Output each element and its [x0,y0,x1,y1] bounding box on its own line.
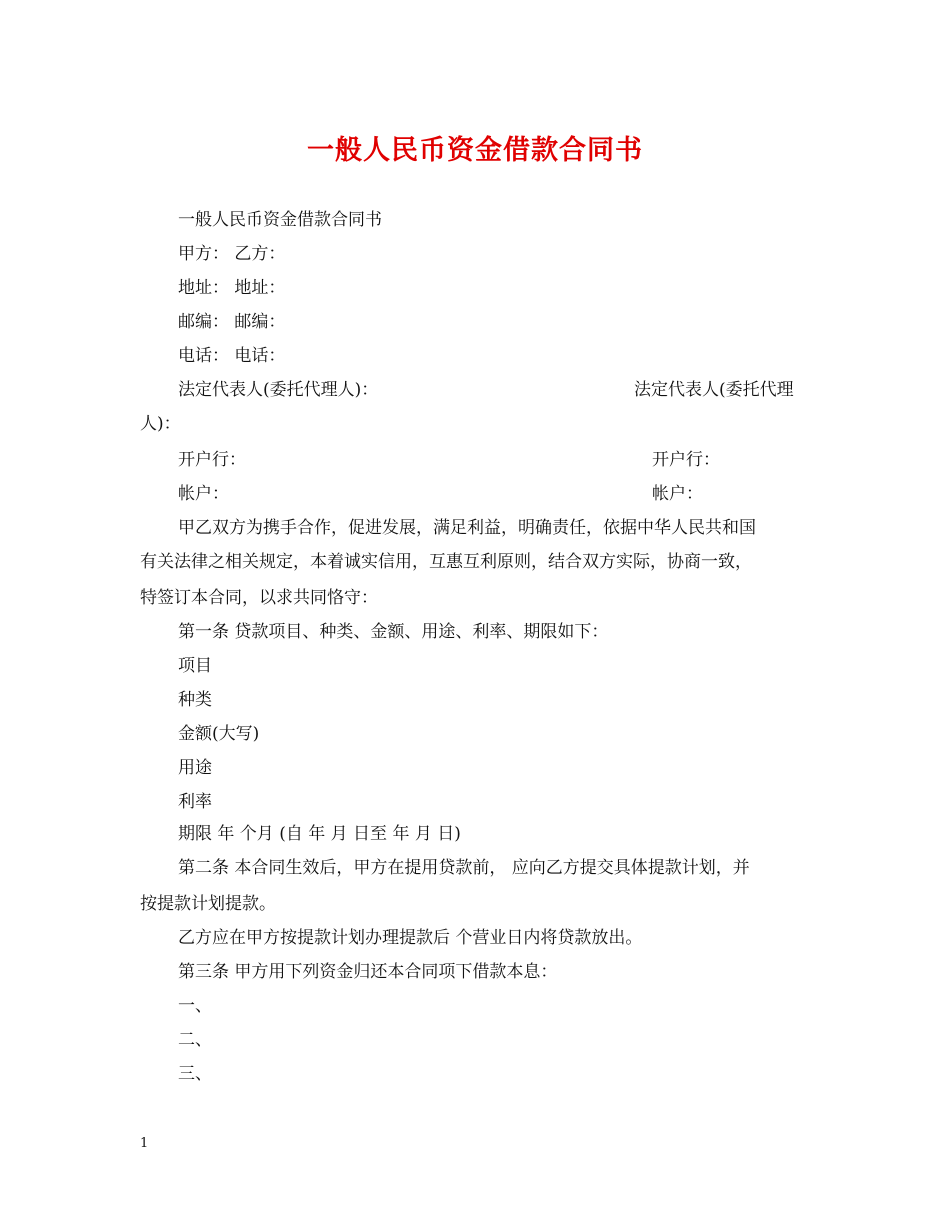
article-2-line-3: 乙方应在甲方按提款计划办理提款后 个营业日内将贷款放出。 [178,928,643,948]
bank-a: 开户行： [178,450,246,470]
legal-rep-a: 法定代表人(委托代理人)： [178,380,379,400]
article-2-line-2: 按提款计划提款。 [140,894,276,914]
party-address: 地址： 地址： [178,278,286,298]
account-a: 帐户： [178,484,229,504]
preamble-line-2: 有关法律之相关规定，本着诚实信用，互惠互利原则，结合双方实际，协商一致， [140,552,752,572]
legal-rep-b-cont: 人)： [140,414,181,434]
bank-b: 开户行： [652,450,720,470]
page-number: 1 [140,1136,149,1151]
item-purpose: 用途 [178,758,212,778]
item-amount: 金额(大写) [178,724,260,744]
party-postcode: 邮编： 邮编： [178,312,286,332]
preamble-line-3: 特签订本合同，以求共同恪守： [140,588,378,608]
item-type: 种类 [178,690,212,710]
account-b: 帐户： [652,484,703,504]
item-rate: 利率 [178,792,212,812]
article-1: 第一条 贷款项目、种类、金额、用途、利率、期限如下： [178,622,609,642]
item-project: 项目 [178,656,212,676]
article-3: 第三条 甲方用下列资金归还本合同项下借款本息： [178,962,558,982]
party-names: 甲方： 乙方： [178,244,286,264]
list-item-1: 一、 [178,996,212,1016]
legal-rep-b: 法定代表人(委托代理 [634,380,794,400]
document-title: 一般人民币资金借款合同书 [307,135,643,166]
party-phone: 电话： 电话： [178,346,286,366]
intro-title: 一般人民币资金借款合同书 [178,210,382,230]
list-item-3: 三、 [178,1064,212,1084]
preamble-line-1: 甲乙双方为携手合作，促进发展，满足利益，明确责任，依据中华人民共和国 [178,518,756,538]
article-2-line-1: 第二条 本合同生效后，甲方在提用贷款前， 应向乙方提交具体提款计划，并 [178,858,750,878]
list-item-2: 二、 [178,1030,212,1050]
item-term: 期限 年 个月 (自 年 月 日至 年 月 日) [178,824,461,844]
